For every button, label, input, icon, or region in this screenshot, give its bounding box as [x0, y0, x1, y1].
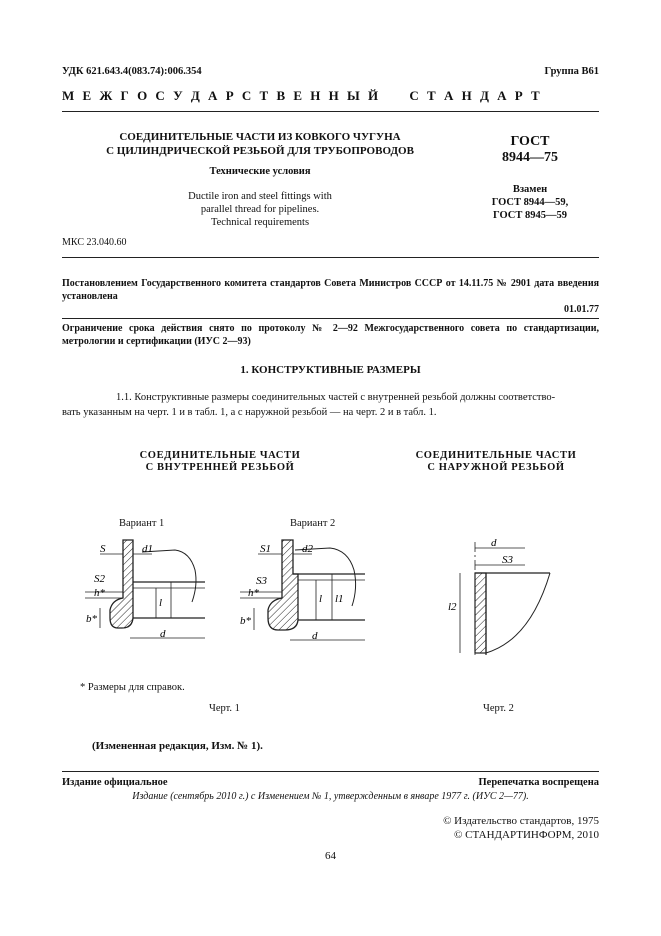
variant-1-label: Вариант 1: [119, 518, 165, 529]
label-d2: d2: [302, 543, 313, 555]
copyright-block: [443, 814, 599, 842]
right-figure-title: [386, 450, 606, 474]
label-h: h*: [94, 587, 105, 599]
label-s1: S1: [260, 543, 271, 555]
title-rule: [62, 257, 599, 258]
left-title-line-2: С ВНУТРЕННЕЙ РЕЗЬБОЙ: [145, 462, 295, 473]
introduction-date: 01.01.77: [564, 304, 599, 315]
title-line-2: С ЦИЛИНДРИЧЕСКОЙ РЕЗЬБОЙ ДЛЯ ТРУБОПРОВОДОВ: [106, 145, 414, 157]
label-d-2: d: [312, 630, 318, 642]
left-title-line-1: СОЕДИНИТЕЛЬНЫЕ ЧАСТИ: [139, 450, 301, 461]
copyright-1: © Издательство стандартов, 1975: [443, 815, 599, 827]
decree-rule: [62, 318, 599, 319]
label-d: d: [160, 628, 166, 640]
label-b-2: b*: [240, 615, 251, 627]
edition-info: Издание (сентябрь 2010 г.) с Изменением № 1, утвержденным в январе 1977 г. (ИУС 2—77).: [132, 791, 529, 802]
paragraph-line-1: 1.1. Конструктивные размеры соединительных частей с внутренней резьбой должны соответство-: [116, 392, 556, 403]
limit-text: Ограничение срока действия снято по протоколу № 2—92 Межгосударственного совета по стандартизации, метрологии и сертификации (ИУС 2—93): [62, 323, 599, 347]
label-d-3: d: [491, 537, 497, 549]
caption-figure-2: Черт. 2: [483, 703, 514, 714]
group-code: Группа В61: [544, 66, 599, 77]
english-title-line-1: Ductile iron and steel fittings with: [188, 191, 332, 202]
label-s3-2: S3: [502, 554, 513, 566]
title-subtitle: Технические условия: [209, 166, 311, 177]
english-title: [60, 190, 460, 229]
udk-code: УДК 621.643.4(083.74):006.354: [62, 66, 202, 77]
label-s2: S2: [94, 573, 105, 585]
replaced-1: ГОСТ 8944—59,: [491, 197, 569, 208]
header-rule: [62, 111, 599, 112]
gost-code: 8944—75: [502, 150, 558, 165]
footer-rule: [62, 771, 599, 772]
label-l-2: l: [319, 593, 323, 605]
drawing-external-thread: [440, 530, 560, 665]
title-line-1: СОЕДИНИТЕЛЬНЫЕ ЧАСТИ ИЗ КОВКОГО ЧУГУНА: [119, 131, 401, 143]
label-s: S: [100, 543, 106, 555]
label-s3: S3: [256, 575, 267, 587]
english-title-line-3: Technical requirements: [210, 217, 310, 228]
replaced-standards: [460, 183, 600, 222]
right-title-line-2: С НАРУЖНОЙ РЕЗЬБОЙ: [427, 462, 565, 473]
section-heading: 1. КОНСТРУКТИВНЫЕ РАЗМЕРЫ: [240, 364, 421, 376]
page-number: 64: [325, 850, 336, 862]
reprint-prohibited: Перепечатка воспрещена: [478, 777, 599, 788]
drawing-variant-2: [230, 530, 380, 660]
amendment-note: (Измененная редакция, Изм. № 1).: [92, 740, 263, 752]
gost-number: [460, 134, 600, 166]
reference-note: * Размеры для справок.: [80, 682, 185, 693]
label-l2: l2: [448, 601, 457, 613]
decree-text: Постановлением Государственного комитета стандартов Совета Министров СССР от 14.11.75 № 2901 дата введения установлена: [62, 278, 599, 302]
variant-2-label: Вариант 2: [290, 518, 336, 529]
drawing-variant-1: [80, 530, 220, 660]
label-b: b*: [86, 613, 97, 625]
english-title-line-2: parallel thread for pipelines.: [200, 204, 320, 215]
label-l: l: [159, 597, 163, 609]
caption-figure-1: Черт. 1: [209, 703, 240, 714]
left-figure-title: [110, 450, 330, 474]
mks-code: МКС 23.040.60: [62, 237, 127, 248]
right-title-line-1: СОЕДИНИТЕЛЬНЫЕ ЧАСТИ: [415, 450, 577, 461]
gost-label: ГОСТ: [510, 134, 550, 149]
copyright-2: © СТАНДАРТИНФОРМ, 2010: [454, 829, 599, 841]
label-d1: d1: [142, 543, 153, 555]
title-block: [60, 130, 460, 158]
label-h-2: h*: [248, 587, 259, 599]
label-l1: l1: [335, 593, 344, 605]
section-paragraph: [62, 390, 599, 420]
official-edition: Издание официальное: [62, 777, 168, 788]
instead-label: Взамен: [512, 184, 548, 195]
standard-banner: М Е Ж Г О С У Д А Р С Т В Е Н Н Ы Й С Т А Н Д А Р Т: [62, 88, 543, 103]
paragraph-line-2: вать указанным на черт. 1 и в табл. 1, а с наружной резьбой — на черт. 2 и в табл. 1.: [62, 407, 437, 418]
replaced-2: ГОСТ 8945—59: [493, 210, 567, 221]
